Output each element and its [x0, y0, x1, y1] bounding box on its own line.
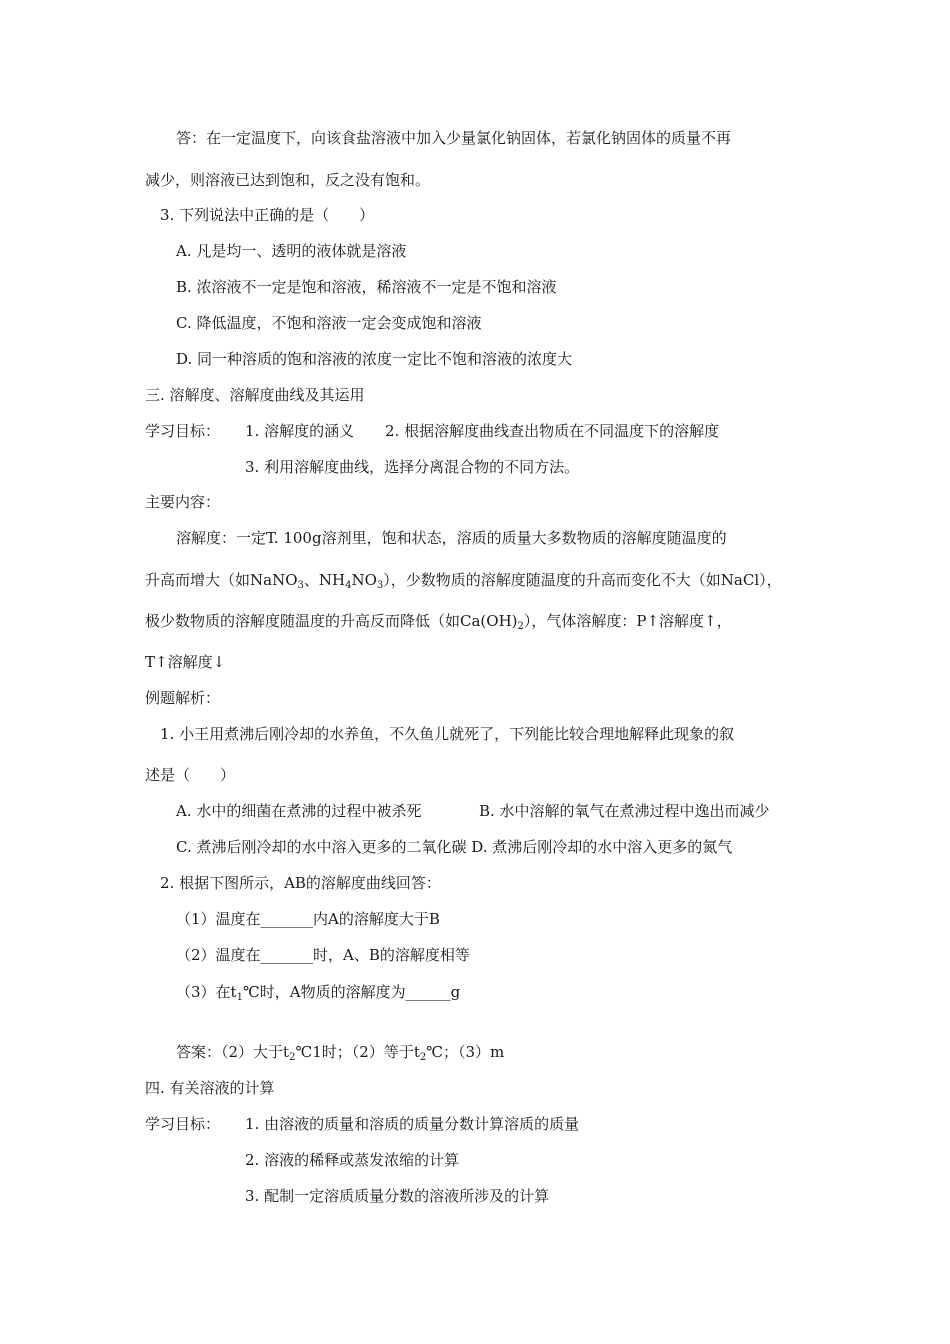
question-3-stem: 3. 下列说法中正确的是（ ）	[160, 206, 375, 224]
example-1-line-2: 述是（ ）	[145, 766, 236, 784]
section-3-goal-3: 3. 利用溶解度曲线，选择分离混合物的不同方法。	[245, 458, 580, 476]
content-paragraph-line-4: T↑溶解度↓	[145, 653, 226, 671]
section-4-heading: 四. 有关溶液的计算	[145, 1079, 275, 1097]
section-4-goal-1: 1. 由溶液的质量和溶质的质量分数计算溶质的质量	[245, 1115, 580, 1133]
example-2-question-2: （2）温度在_______时，A、B的溶解度相等	[176, 946, 470, 964]
example-2-question-3: （3）在$t_1℃$时，A物质的溶解度为______g	[176, 983, 461, 1003]
question-3-option-a: A. 凡是均一、透明的液体就是溶液	[176, 242, 407, 260]
examples-label: 例题解析：	[145, 689, 221, 707]
example-2-stem: 2. 根据下图所示，AB的溶解度曲线回答：	[160, 874, 441, 892]
section-3-heading: 三. 溶解度、溶解度曲线及其运用	[145, 386, 365, 404]
example-2-question-1: （1）温度在_______内A的溶解度大于B	[176, 910, 440, 928]
question-3-option-c: C. 降低温度，不饱和溶液一定会变成饱和溶液	[176, 314, 482, 332]
answer-line-1: 答：在一定温度下，向该食盐溶液中加入少量氯化钠固体，若氯化钠固体的质量不再	[176, 129, 732, 147]
section-4-goals-label: 学习目标：	[145, 1115, 221, 1133]
content-paragraph-line-3: 极少数物质的溶解度随温度的升高反而降低（如$Ca(OH)_2$），气体溶解度：P↑溶解度↑，	[145, 612, 732, 632]
answer-line-2: 减少，则溶液已达到饱和，反之没有饱和。	[145, 171, 431, 189]
main-content-label: 主要内容：	[145, 493, 221, 511]
section-3-goal-2: 2. 根据溶解度曲线查出物质在不同温度下的溶解度	[385, 422, 720, 440]
section-4-goal-3: 3. 配制一定溶质质量分数的溶液所涉及的计算	[245, 1187, 550, 1205]
example-1-option-a: A. 水中的细菌在煮沸的过程中被杀死	[176, 802, 422, 820]
example-1-line-1: 1. 小王用煮沸后刚冷却的水养鱼，不久鱼儿就死了，下列能比较合理地解释此现象的叙	[160, 725, 735, 743]
question-3-option-d: D. 同一种溶质的饱和溶液的浓度一定比不饱和溶液的浓度大	[176, 350, 573, 368]
question-3-option-b: B. 浓溶液不一定是饱和溶液，稀溶液不一定是不饱和溶液	[176, 278, 557, 296]
content-paragraph-line-2: 升高而增大（如NaNO$_3$、$NH_4NO_3$），少数物质的溶解度随温度的升高而变化不大（如NaCl），	[145, 571, 782, 591]
section-3-goal-1: 1. 溶解度的涵义	[245, 422, 355, 440]
section-4-goal-2: 2. 溶液的稀释或蒸发浓缩的计算	[245, 1151, 460, 1169]
content-paragraph-line-1: 溶解度：一定T. 100g溶剂里，饱和状态，溶质的质量大多数物质的溶解度随温度的	[176, 529, 727, 547]
example-1-options-cd: C. 煮沸后刚冷却的水中溶入更多的二氧化碳 D. 煮沸后刚冷却的水中溶入更多的氮气	[176, 838, 733, 856]
section-3-goals-label: 学习目标：	[145, 422, 221, 440]
example-2-answer: 答案：（2）大于$t_2℃1$时；（2）等于$t_2℃$；（3）m	[176, 1043, 505, 1063]
example-1-option-b: B. 水中溶解的氧气在煮沸过程中逸出而减少	[479, 802, 770, 820]
